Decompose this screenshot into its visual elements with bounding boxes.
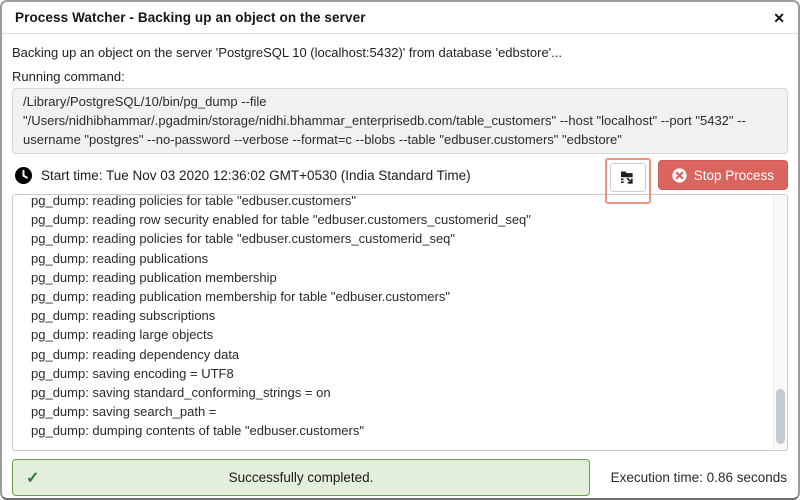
log-line: pg_dump: reading policies for table "edbuser.customers" [31,194,357,208]
dialog-title: Process Watcher - Backing up an object on the server [15,10,366,25]
log-line: pg_dump: saving standard_conforming_strings = on [31,385,331,401]
log-line: pg_dump: reading dependency data [31,346,240,362]
process-actions [605,160,788,190]
start-time-text: Start time: Tue Nov 03 2020 12:36:02 GMT+0530 (India Standard Time) [41,167,471,183]
command-line: "/Users/nidhibhammar/.pgadmin/storage/nidhi.bhammar_enterprisedb.com/table_customers" --host "localhost" --port "5432" -- [23,113,746,128]
success-status-bar [12,459,590,496]
dialog-titlebar [2,2,798,34]
log-line: pg_dump: reading publications [31,250,209,266]
dialog-body [2,45,798,496]
log-line: pg_dump: reading publication membership for table "edbuser.customers" [31,289,450,305]
stop-process-button[interactable] [658,160,788,190]
storage-manager-button[interactable] [610,163,646,192]
log-line: pg_dump: reading policies for table "edbuser.customers_customerid_seq" [31,231,456,247]
log-line: pg_dump: reading row security enabled for table "edbuser.customers_customerid_seq" [31,212,531,228]
command-box [12,88,788,154]
close-icon[interactable]: ✕ [773,9,785,26]
log-line: pg_dump: reading large objects [31,327,214,343]
stop-process-label: Stop Process [693,167,774,183]
log-line: pg_dump: reading subscriptions [31,308,216,324]
log-line: pg_dump: dumping contents of table "edbuser.customers" [31,423,364,439]
stop-circle-icon [672,168,687,183]
log-line: pg_dump: saving encoding = UTF8 [31,365,234,381]
execution-time-text: Execution time: 0.86 seconds [610,470,787,485]
log-scrollbar-thumb[interactable] [776,389,785,444]
log-line: pg_dump: reading publication membership [31,269,277,285]
storage-manager-icon [620,170,636,185]
log-lines [13,194,787,441]
check-icon: ✓ [26,469,40,487]
backup-description: Backing up an object on the server 'PostgreSQL 10 (localhost:5432)' from database 'edbstore'... [12,45,562,60]
process-log-output[interactable] [12,194,788,451]
storage-manager-highlight [605,158,651,204]
running-command-label: Running command: [12,69,125,84]
log-scrollbar-track[interactable] [773,196,786,449]
status-row [12,157,788,193]
command-line: username "postgres" --no-password --verbose --format=c --blobs --table "edbuser.customers" "edbstore" [23,132,622,147]
dialog-footer [12,459,788,496]
command-line: /Library/PostgreSQL/10/bin/pg_dump --file [23,94,267,109]
success-status-text: Successfully completed. [228,470,374,485]
log-line: pg_dump: saving search_path = [31,404,217,420]
clock-icon [15,167,32,184]
